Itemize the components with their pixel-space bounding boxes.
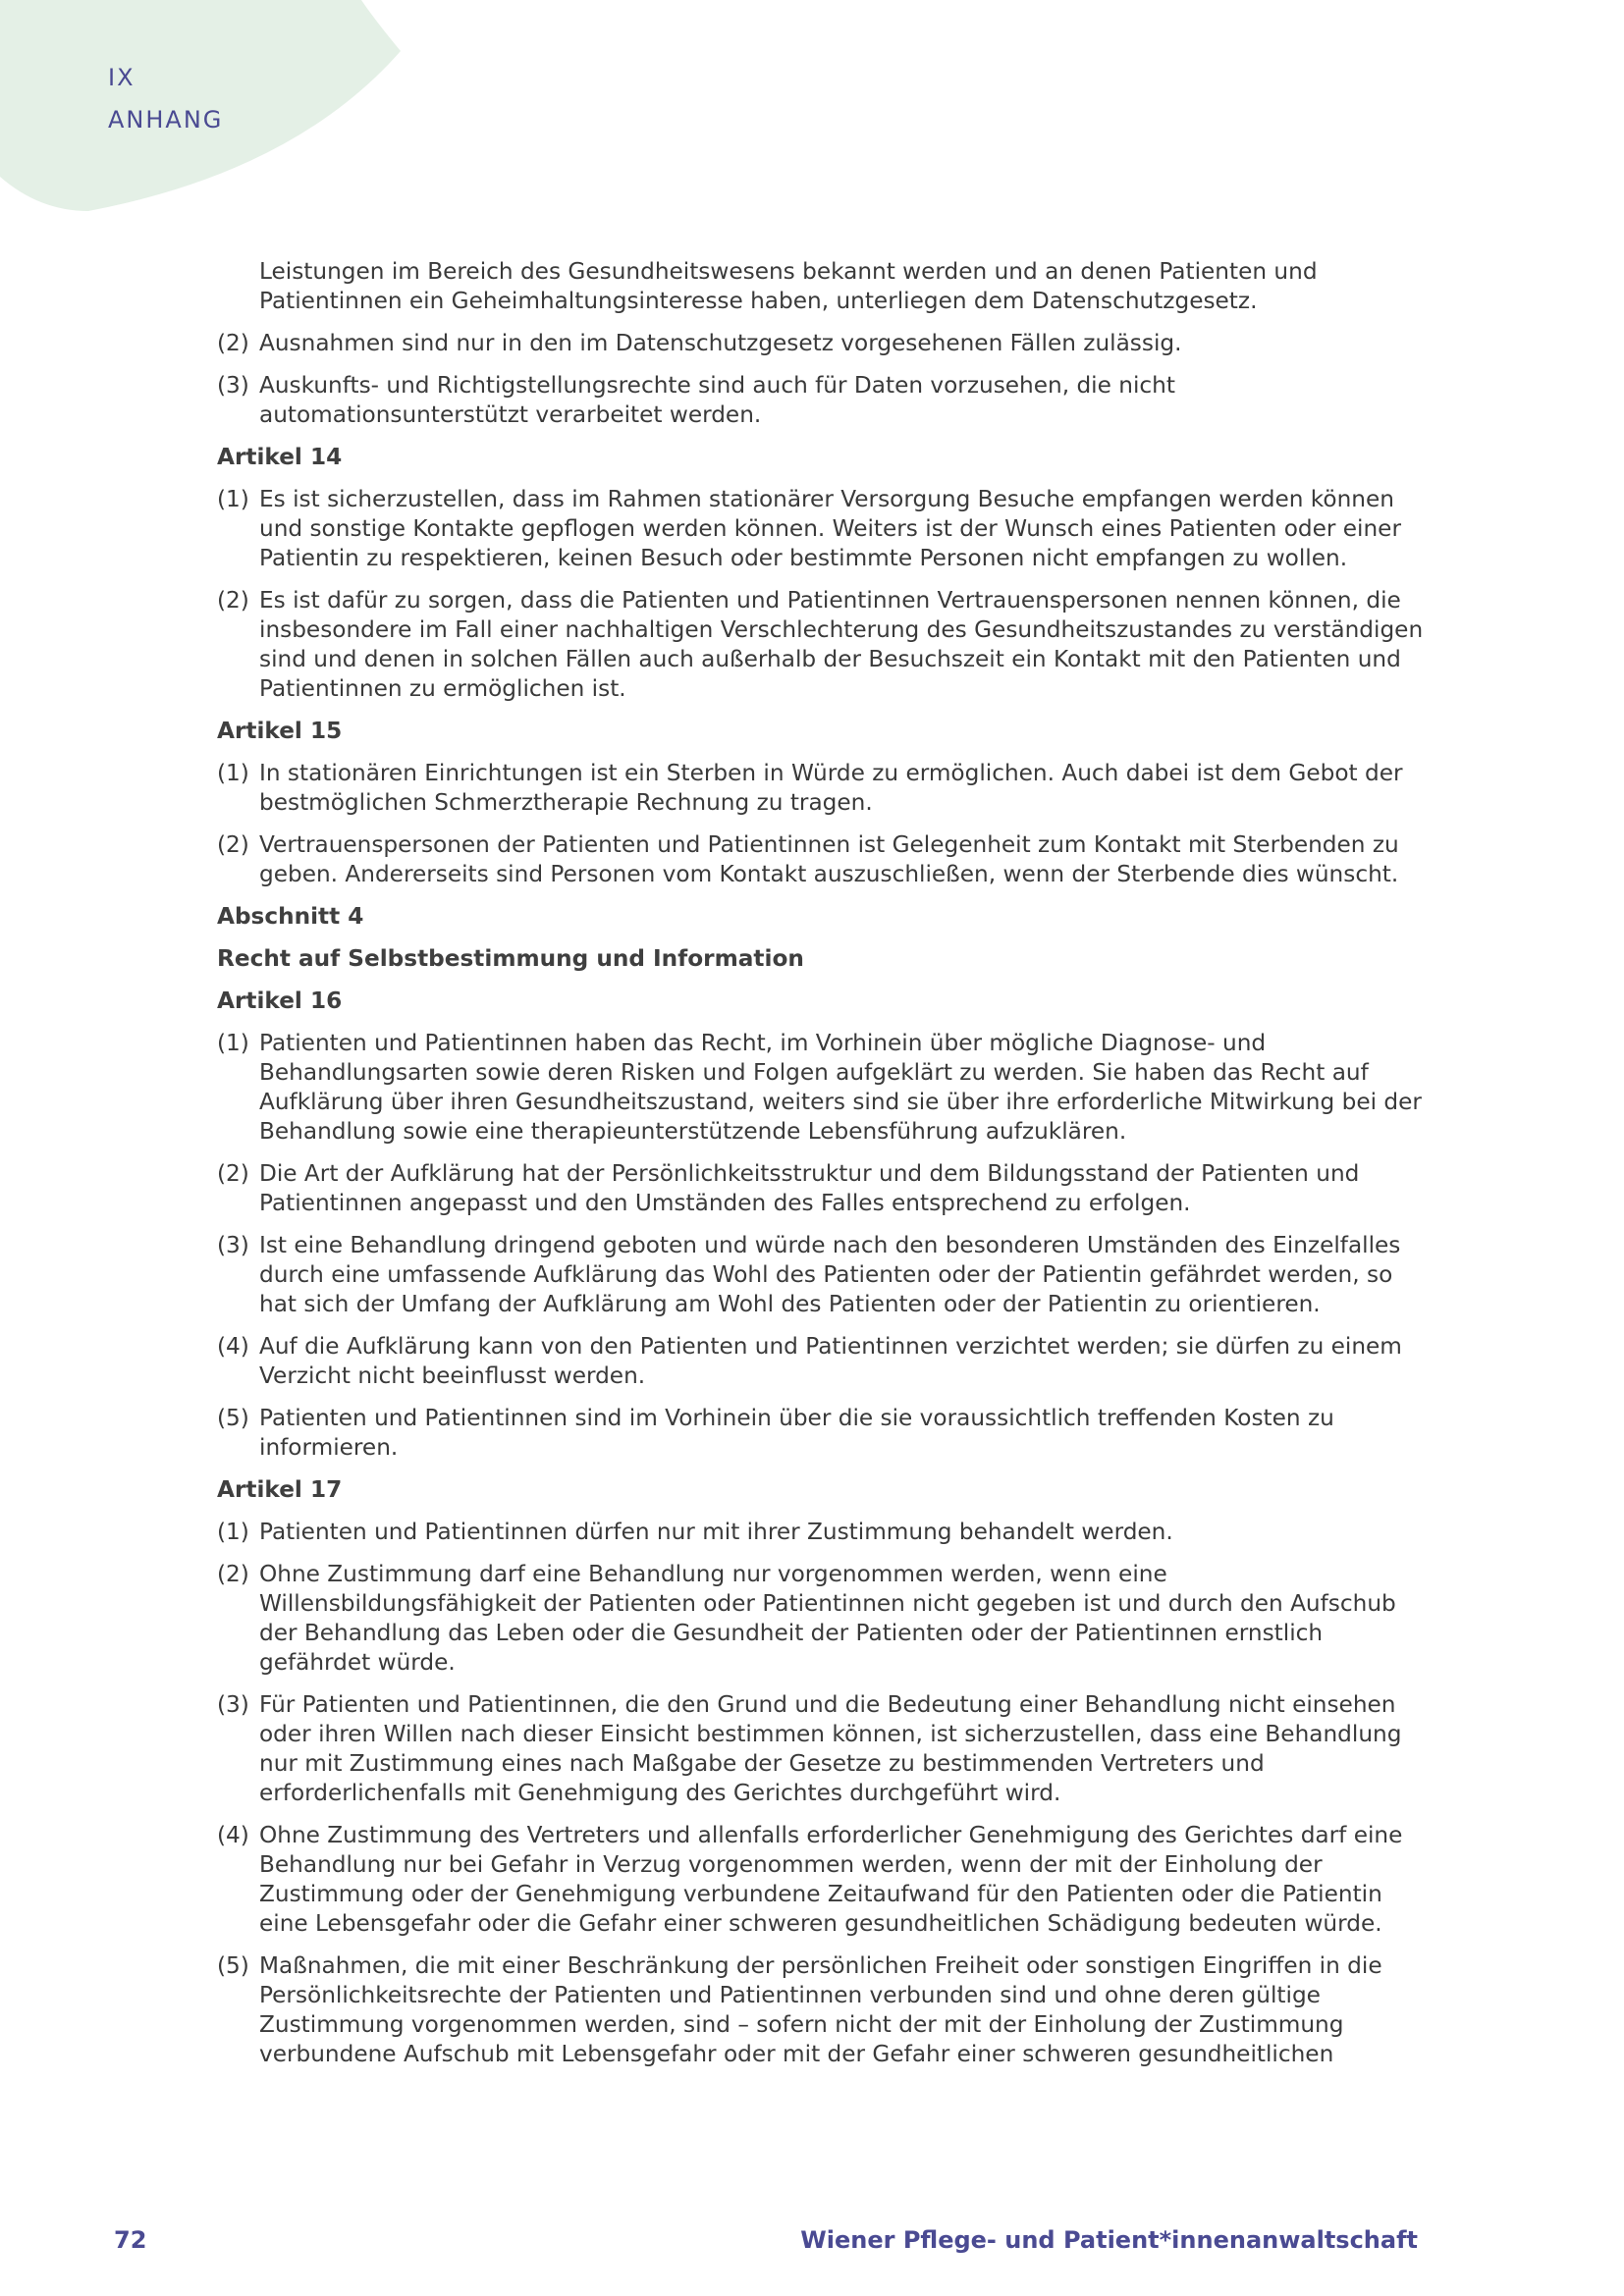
item-number: (1) bbox=[217, 1519, 249, 1545]
list-item bbox=[217, 1159, 1435, 1218]
list-item bbox=[217, 1821, 1435, 1939]
item-text: Patienten und Patientinnen dürfen nur mit ihrer Zustimmung behandelt werden. bbox=[259, 1519, 1173, 1545]
item-number: (5) bbox=[217, 1952, 249, 1979]
item-number: (2) bbox=[217, 330, 249, 356]
section-heading: Abschnitt 4 bbox=[217, 903, 364, 930]
item-text: Ausnahmen sind nur in den im Datenschutzgesetz vorgesehenen Fällen zulässig. bbox=[259, 330, 1182, 356]
item-number: (1) bbox=[217, 1030, 249, 1056]
list-item bbox=[217, 1560, 1435, 1678]
item-text: Auskunfts- und Richtigstellungsrechte sind auch für Daten vorzusehen, die nicht automationsunterstützt verarbeitet werden. bbox=[259, 372, 1175, 428]
carryover-paragraph: Leistungen im Bereich des Gesundheitswesens bekannt werden und an denen Patienten und Patientinnen ein Geheimhaltungsinteresse haben, unterliegen dem Datenschutzgesetz. bbox=[259, 258, 1318, 314]
item-text: Es ist sicherzustellen, dass im Rahmen stationärer Versorgung Besuche empfangen werden können und sonstige Kontakte gepflogen werden können. Weiters ist der Wunsch eines Patienten oder einer Patientin zu respektieren, keinen Besuch oder bestimmte Personen nicht empfangen zu wollen. bbox=[259, 486, 1401, 571]
list-item bbox=[217, 1518, 1435, 1547]
item-text: Maßnahmen, die mit einer Beschränkung der persönlichen Freiheit oder sonstigen Eingriffen in die Persönlichkeitsrechte der Patienten und Patientinnen verbunden sind und ohne deren gültige Zustimmung vorgenommen werden, sind – sofern nicht der mit der Einholung der Zustimmung verbundene Aufschub mit Lebensgefahr oder mit der Gefahr einer schweren gesundheitlichen bbox=[259, 1952, 1382, 2067]
item-number: (1) bbox=[217, 760, 249, 786]
list-item bbox=[217, 371, 1435, 430]
list-item bbox=[217, 830, 1435, 889]
item-text: Vertrauenspersonen der Patienten und Patientinnen ist Gelegenheit zum Kontakt mit Sterbenden zu geben. Andererseits sind Personen vom Kontakt auszuschließen, wenn der Sterbende dies wünscht. bbox=[259, 831, 1399, 887]
item-number: (4) bbox=[217, 1822, 249, 1848]
list-item bbox=[217, 485, 1435, 573]
item-text: Die Art der Aufklärung hat der Persönlichkeitsstruktur und dem Bildungsstand der Patienten und Patientinnen angepasst und den Umständen des Falles entsprechend zu erfolgen. bbox=[259, 1160, 1360, 1216]
list-item bbox=[217, 1951, 1435, 2069]
item-number: (1) bbox=[217, 486, 249, 512]
item-number: (2) bbox=[217, 1160, 249, 1187]
item-text: In stationären Einrichtungen ist ein Sterben in Würde zu ermöglichen. Auch dabei ist dem Gebot der bestmöglichen Schmerztherapie Rechnung zu tragen. bbox=[259, 760, 1403, 816]
list-item bbox=[217, 586, 1435, 704]
section-title: Recht auf Selbstbestimmung und Information bbox=[217, 945, 804, 972]
item-text: Patienten und Patientinnen haben das Recht, im Vorhinein über mögliche Diagnose- und Behandlungsarten sowie deren Risken und Folgen aufgeklärt zu werden. Sie haben das Recht auf Aufklärung über ihren Gesundheitszustand, weiters sind sie über ihre erforderliche Mitwirkung bei der Behandlung sowie eine therapieunterstützende Lebensführung aufzuklären. bbox=[259, 1030, 1422, 1145]
item-number: (2) bbox=[217, 1561, 249, 1587]
item-number: (3) bbox=[217, 1232, 249, 1258]
item-text: Ist eine Behandlung dringend geboten und würde nach den besonderen Umständen des Einzelfalles durch eine umfassende Aufklärung das Wohl des Patienten oder der Patientin gefährdet werden, so hat sich der Umfang der Aufklärung am Wohl des Patienten oder der Patientin zu orientieren. bbox=[259, 1232, 1401, 1317]
article-heading: Artikel 16 bbox=[217, 988, 343, 1014]
item-number: (3) bbox=[217, 1691, 249, 1718]
item-text: Für Patienten und Patientinnen, die den Grund und die Bedeutung einer Behandlung nicht einsehen oder ihren Willen nach dieser Einsicht bestimmen können, ist sicherzustellen, dass eine Behandlung nur mit Zustimmung eines nach Maßgabe der Gesetze zu bestimmenden Vertreters und erforderlichenfalls mit Genehmigung des Gerichtes durchgeführt wird. bbox=[259, 1691, 1402, 1806]
chapter-title: ANHANG bbox=[108, 106, 224, 133]
chapter-number: IX bbox=[108, 64, 135, 91]
list-item bbox=[217, 1231, 1435, 1319]
item-number: (4) bbox=[217, 1333, 249, 1360]
page-number: 72 bbox=[114, 2226, 147, 2254]
list-item bbox=[217, 759, 1435, 818]
item-number: (2) bbox=[217, 831, 249, 858]
chapter-label bbox=[108, 57, 223, 141]
item-number: (5) bbox=[217, 1405, 249, 1431]
article-heading: Artikel 17 bbox=[217, 1476, 343, 1503]
item-text: Ohne Zustimmung darf eine Behandlung nur vorgenommen werden, wenn eine Willensbildungsfähigkeit der Patienten oder Patientinnen nicht gegeben ist und durch den Aufschub der Behandlung das Leben oder die Gesundheit der Patienten oder der Patientinnen ernstlich gefährdet würde. bbox=[259, 1561, 1396, 1676]
list-item bbox=[217, 1332, 1435, 1391]
item-number: (2) bbox=[217, 587, 249, 614]
article-heading: Artikel 14 bbox=[217, 444, 343, 470]
item-text: Patienten und Patientinnen sind im Vorhinein über die sie voraussichtlich treffenden Kosten zu informieren. bbox=[259, 1405, 1334, 1461]
item-text: Ohne Zustimmung des Vertreters und allenfalls erforderlicher Genehmigung des Gerichtes darf eine Behandlung nur bei Gefahr in Verzug vorgenommen werden, wenn der mit der Einholung der Zustimmung oder der Genehmigung verbundene Zeitaufwand für den Patienten oder die Patientin eine Lebensgefahr oder die Gefahr einer schweren gesundheitlichen Schädigung bedeuten würde. bbox=[259, 1822, 1403, 1937]
item-text: Auf die Aufklärung kann von den Patienten und Patientinnen verzichtet werden; sie dürfen zu einem Verzicht nicht beeinflusst werden. bbox=[259, 1333, 1402, 1389]
list-item bbox=[217, 1029, 1435, 1147]
list-item bbox=[217, 1404, 1435, 1463]
item-number: (3) bbox=[217, 372, 249, 399]
list-item bbox=[217, 329, 1435, 358]
article-content bbox=[217, 257, 1435, 2082]
item-text: Es ist dafür zu sorgen, dass die Patienten und Patientinnen Vertrauenspersonen nennen können, die insbesondere im Fall einer nachhaltigen Verschlechterung des Gesundheitszustandes zu verständigen sind und denen in solchen Fällen auch außerhalb der Besuchszeit ein Kontakt mit den Patienten und Patientinnen zu ermöglichen ist. bbox=[259, 587, 1424, 702]
list-item bbox=[217, 1690, 1435, 1808]
publisher-name: Wiener Pflege- und Patient*innenanwaltschaft bbox=[800, 2226, 1418, 2254]
article-heading: Artikel 15 bbox=[217, 718, 343, 744]
